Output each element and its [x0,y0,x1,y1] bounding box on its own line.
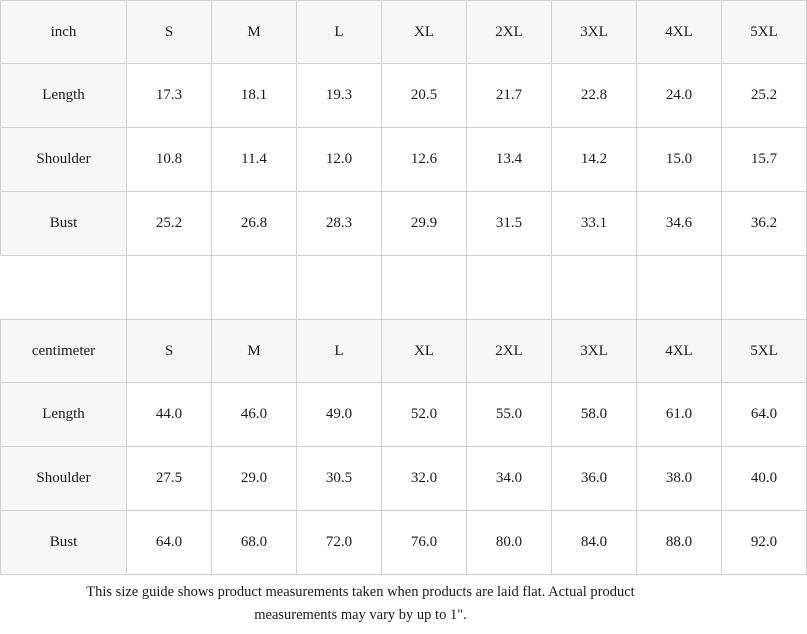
inch-shoulder-xl: 12.6 [382,128,467,192]
inch-shoulder-2xl: 13.4 [467,128,552,192]
spacer-cell [382,256,467,320]
inch-row-label-length: Length [1,64,127,128]
inch-header-l: L [297,1,382,64]
cm-shoulder-5xl: 40.0 [722,447,807,511]
cm-header-5xl: 5XL [722,320,807,383]
inch-length-5xl: 25.2 [722,64,807,128]
inch-bust-s: 25.2 [127,192,212,256]
table-row [1,64,807,128]
inch-bust-3xl: 33.1 [552,192,637,256]
cm-shoulder-3xl: 36.0 [552,447,637,511]
cm-length-2xl: 55.0 [467,383,552,447]
cm-length-l: 49.0 [297,383,382,447]
inch-row-label-bust: Bust [1,192,127,256]
inch-length-l: 19.3 [297,64,382,128]
cm-header-2xl: 2XL [467,320,552,383]
cm-length-5xl: 64.0 [722,383,807,447]
spacer-cell [552,256,637,320]
cm-row-label-bust: Bust [1,511,127,575]
inch-header-2xl: 2XL [467,1,552,64]
cm-length-3xl: 58.0 [552,383,637,447]
cm-bust-2xl: 80.0 [467,511,552,575]
table-row [1,383,807,447]
inch-length-s: 17.3 [127,64,212,128]
inch-length-4xl: 24.0 [637,64,722,128]
inch-shoulder-m: 11.4 [212,128,297,192]
spacer-cell [467,256,552,320]
inch-bust-l: 28.3 [297,192,382,256]
inch-unit-label: inch [1,1,127,64]
cm-bust-l: 72.0 [297,511,382,575]
inch-header-row [1,1,807,64]
inch-bust-2xl: 31.5 [467,192,552,256]
inch-shoulder-4xl: 15.0 [637,128,722,192]
spacer-cell [212,256,297,320]
spacer-cell [297,256,382,320]
cm-bust-xl: 76.0 [382,511,467,575]
spacer-cell [1,256,127,320]
cm-row-label-shoulder: Shoulder [1,447,127,511]
spacer-cell [722,256,807,320]
spacer-cell [637,256,722,320]
size-guide-footnote [0,575,721,634]
inch-shoulder-3xl: 14.2 [552,128,637,192]
cm-header-l: L [297,320,382,383]
inch-bust-m: 26.8 [212,192,297,256]
cm-length-xl: 52.0 [382,383,467,447]
inch-length-m: 18.1 [212,64,297,128]
cm-header-4xl: 4XL [637,320,722,383]
inch-length-3xl: 22.8 [552,64,637,128]
cm-length-m: 46.0 [212,383,297,447]
inch-shoulder-l: 12.0 [297,128,382,192]
cm-header-s: S [127,320,212,383]
spacer-cell [127,256,212,320]
cm-length-4xl: 61.0 [637,383,722,447]
inch-bust-xl: 29.9 [382,192,467,256]
cm-shoulder-s: 27.5 [127,447,212,511]
inch-header-xl: XL [382,1,467,64]
inch-shoulder-5xl: 15.7 [722,128,807,192]
cm-shoulder-4xl: 38.0 [637,447,722,511]
inch-bust-4xl: 34.6 [637,192,722,256]
cm-shoulder-m: 29.0 [212,447,297,511]
cm-bust-s: 64.0 [127,511,212,575]
footnote-line-1: This size guide shows product measurements taken when products are laid flat. Actual product [86,584,635,601]
table-row [1,192,807,256]
cm-shoulder-l: 30.5 [297,447,382,511]
cm-bust-5xl: 92.0 [722,511,807,575]
inch-shoulder-s: 10.8 [127,128,212,192]
table-row [1,447,807,511]
cm-unit-label: centimeter [1,320,127,383]
inch-header-4xl: 4XL [637,1,722,64]
cm-header-3xl: 3XL [552,320,637,383]
inch-length-xl: 20.5 [382,64,467,128]
cm-header-m: M [212,320,297,383]
inch-header-5xl: 5XL [722,1,807,64]
inch-length-2xl: 21.7 [467,64,552,128]
table-row [1,128,807,192]
table-spacer-row [1,256,807,320]
inch-bust-5xl: 36.2 [722,192,807,256]
table-row [1,511,807,575]
footnote-line-2: measurements may vary by up to 1". [254,606,467,623]
inch-header-s: S [127,1,212,64]
cm-length-s: 44.0 [127,383,212,447]
cm-row-label-length: Length [1,383,127,447]
cm-shoulder-xl: 32.0 [382,447,467,511]
inch-header-3xl: 3XL [552,1,637,64]
inch-header-m: M [212,1,297,64]
cm-bust-4xl: 88.0 [637,511,722,575]
inch-row-label-shoulder: Shoulder [1,128,127,192]
cm-header-row [1,320,807,383]
cm-bust-3xl: 84.0 [552,511,637,575]
cm-bust-m: 68.0 [212,511,297,575]
cm-header-xl: XL [382,320,467,383]
cm-shoulder-2xl: 34.0 [467,447,552,511]
